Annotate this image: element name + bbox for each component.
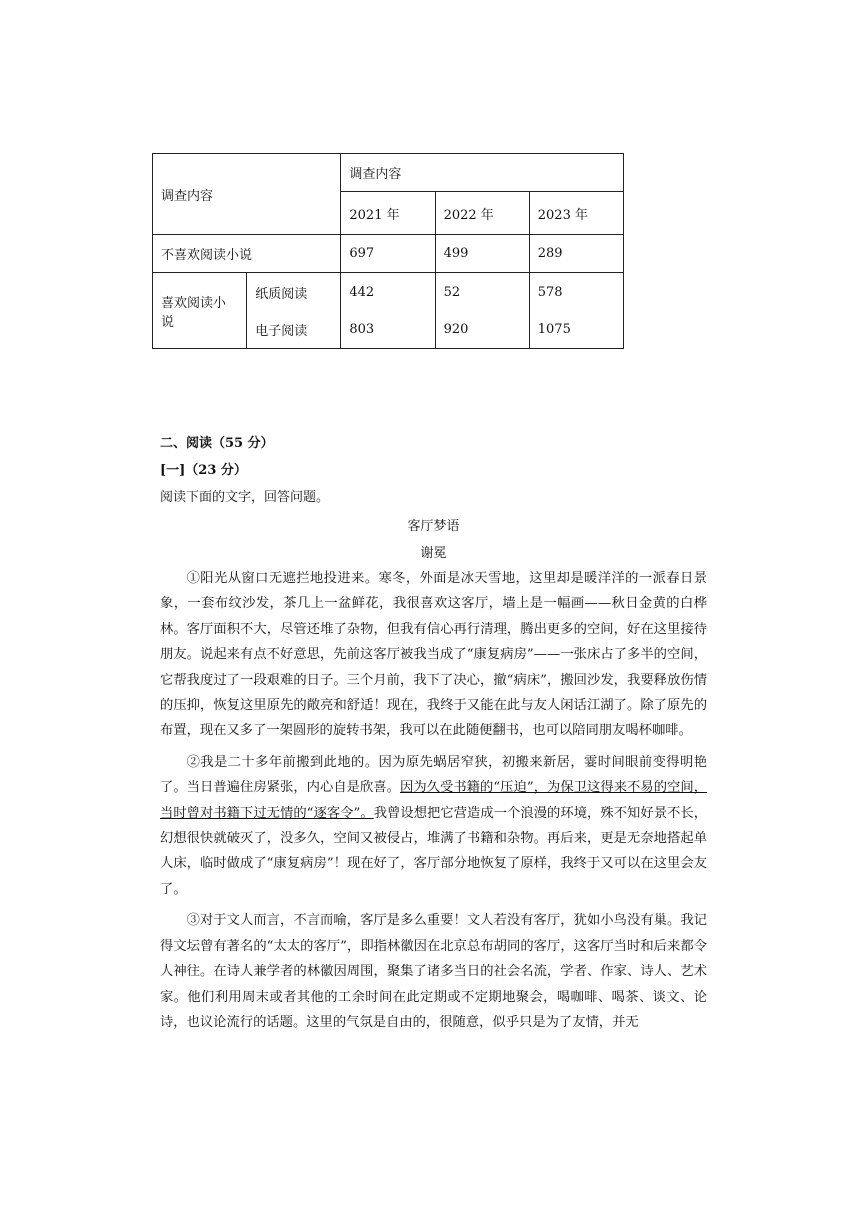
instruction-text: 阅读下面的文字，回答问题。 xyxy=(160,490,330,505)
paragraph-2-start: ②我是二十多年前搬到此地的。因为原先蜗居窄狭，初搬来新居，霎时间眼前变得明艳了。当日普遍住房紧张，内心自是欣喜。 xyxy=(160,754,707,796)
table-cell: 442 xyxy=(341,273,435,312)
table-cell: 289 xyxy=(529,235,623,273)
year-2021: 2021 年 xyxy=(341,192,435,235)
table-cell: 52 xyxy=(435,273,529,312)
paragraph-2 xyxy=(160,750,707,902)
underlined-sentence: 因为久受书籍的“压迫”，为保卫这得来不易的空间，当时曾对书籍下过无情的“逐客令”。 xyxy=(160,780,707,821)
table-cell: 803 xyxy=(341,311,435,349)
paragraph-1: ①阳光从窗口无遮拦地投进来。寒冬，外面是冰天雪地，这里却是暖洋洋的一派春日景象，一套布纹沙发，茶几上一盆鲜花，我很喜欢这客厅，墙上是一幅画——秋日金黄的白桦林。客厅面积不大，尽管还堆了杂物，但我有信心再行清理，腾出更多的空间，好在这里接待朋友。说起来有点不好意思，先前这客厅被我当成了“康复病房”——一张床占了多半的空间，它帮我度过了一段艰难的日子。三个月前，我下了决心，撤“病床”，搬回沙发，我要释放伤情的压抑，恢复这里原先的敞亮和舒适！现在，我终于又能在此与友人闲话江湖了。除了原先的布置，现在又多了一架圆形的旋转书架，我可以在此随便翻书，也可以陪同朋友喝杯咖啡。 xyxy=(160,571,707,739)
section-heading: 二、阅读（55 分） xyxy=(160,436,274,451)
article-author: 谢冕 xyxy=(420,546,447,561)
table-cell: 578 xyxy=(529,273,623,312)
subsection-heading: [一]（23 分） xyxy=(160,463,247,478)
table-cell: 499 xyxy=(435,235,529,273)
row-dislike-label: 不喜欢阅读小说 xyxy=(153,235,341,273)
table-cell: 697 xyxy=(341,235,435,273)
row-paper-label: 纸质阅读 xyxy=(247,273,341,312)
year-2023: 2023 年 xyxy=(529,192,623,235)
table-cell: 1075 xyxy=(529,311,623,349)
table-cell: 920 xyxy=(435,311,529,349)
article-body xyxy=(160,566,707,1041)
row-digital-label: 电子阅读 xyxy=(247,311,341,349)
survey-table xyxy=(152,153,624,349)
article-title: 客厅梦语 xyxy=(407,519,460,534)
table-header-left: 调查内容 xyxy=(153,154,341,235)
year-2022: 2022 年 xyxy=(435,192,529,235)
paragraph-3: ③对于文人而言，不言而喻，客厅是多么重要！文人若没有客厅，犹如小鸟没有巢。我记得文坛曾有著名的“太太的客厅”，即指林徽因在北京总布胡同的客厅，这客厅当时和后来都令人神往。在诗人兼学者的林徽因周围，聚集了诸多当日的社会名流，学者、作家、诗人、艺术家。他们利用周末或者其他的工余时间在此定期或不定期地聚会，喝咖啡、喝茶、谈文、论诗，也议论流行的话题。这里的气氛是自由的，很随意，似乎只是为了友情，并无 xyxy=(160,913,707,1030)
row-like-label: 喜欢阅读小说 xyxy=(153,273,247,349)
table-header-top: 调查内容 xyxy=(341,154,624,192)
paragraph-2-end: 我曾设想把它营造成一个浪漫的环境，殊不知好景不长，幻想很快就破灭了，没多久，空间又被侵占，堆满了书籍和杂物。再后来，更是无奈地搭起单人床，临时做成了“康复病房”！现在好了，客厅部分地恢复了原样，我终于又可以在这里会友了。 xyxy=(160,805,707,897)
